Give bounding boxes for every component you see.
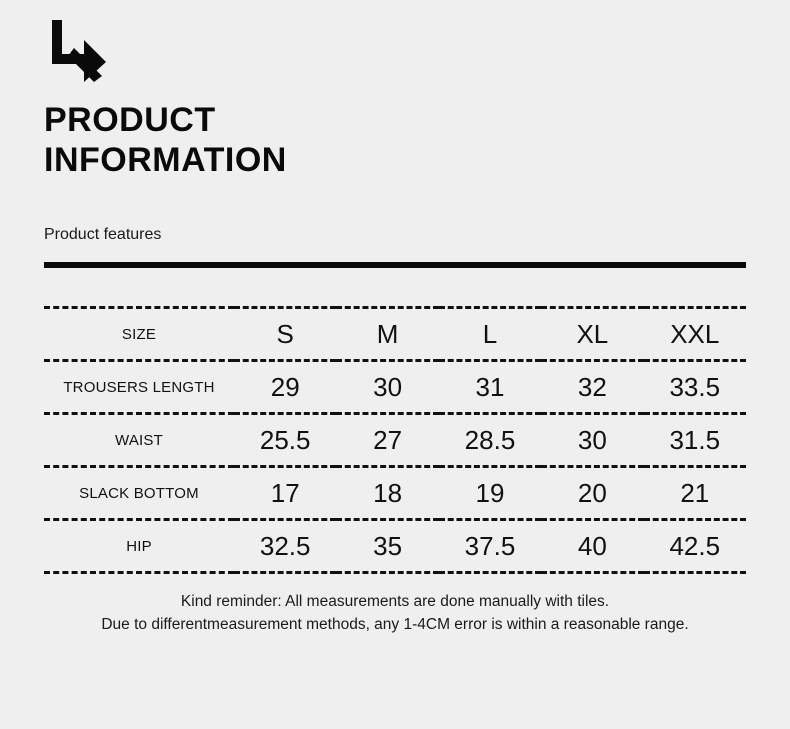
row-label-waist: WAIST [44, 414, 234, 467]
table-row [44, 467, 746, 520]
page-title [44, 100, 746, 180]
measurement-note [44, 590, 746, 637]
size-table-head [44, 308, 746, 361]
cell-slack-bottom-xl: 20 [541, 467, 643, 520]
cell-slack-bottom-s: 17 [234, 467, 336, 520]
table-row [44, 414, 746, 467]
cell-trousers-length-l: 31 [439, 361, 541, 414]
measurement-note-line2: Due to differentmeasurement methods, any 1-4CM error is within a reasonable range. [101, 616, 689, 634]
cell-hip-xl: 40 [541, 520, 643, 573]
table-header-row [44, 308, 746, 361]
table-row [44, 520, 746, 573]
cell-trousers-length-xxl: 33.5 [644, 361, 746, 414]
row-label-hip: HIP [44, 520, 234, 573]
size-table [44, 306, 746, 574]
cell-waist-xl: 30 [541, 414, 643, 467]
page-title-line2: INFORMATION [44, 141, 287, 180]
page-header [44, 0, 746, 180]
cell-waist-l: 28.5 [439, 414, 541, 467]
down-right-arrow-icon [44, 18, 746, 84]
cell-hip-m: 35 [336, 520, 438, 573]
measurement-note-line1: Kind reminder: All measurements are done manually with tiles. [180, 593, 610, 611]
cell-waist-m: 27 [336, 414, 438, 467]
column-header-m: M [336, 308, 438, 361]
size-chart [44, 306, 746, 574]
column-header-s: S [234, 308, 336, 361]
page-title-line1: PRODUCT [44, 101, 216, 139]
cell-trousers-length-xl: 32 [541, 361, 643, 414]
cell-slack-bottom-m: 18 [336, 467, 438, 520]
cell-trousers-length-m: 30 [336, 361, 438, 414]
column-header-xxl: XXL [644, 308, 746, 361]
cell-hip-l: 37.5 [439, 520, 541, 573]
product-features-label: Product features [44, 226, 162, 244]
column-header-size: SIZE [44, 308, 234, 361]
column-header-xl: XL [541, 308, 643, 361]
cell-slack-bottom-xxl: 21 [644, 467, 746, 520]
column-header-l: L [439, 308, 541, 361]
cell-waist-xxl: 31.5 [644, 414, 746, 467]
cell-trousers-length-s: 29 [234, 361, 336, 414]
row-label-slack-bottom: SLACK BOTTOM [44, 467, 234, 520]
table-row [44, 361, 746, 414]
cell-hip-xxl: 42.5 [644, 520, 746, 573]
cell-waist-s: 25.5 [234, 414, 336, 467]
section-divider [44, 262, 746, 268]
cell-slack-bottom-l: 19 [439, 467, 541, 520]
cell-hip-s: 32.5 [234, 520, 336, 573]
size-table-body [44, 361, 746, 573]
row-label-trousers-length: TROUSERS LENGTH [44, 361, 234, 414]
